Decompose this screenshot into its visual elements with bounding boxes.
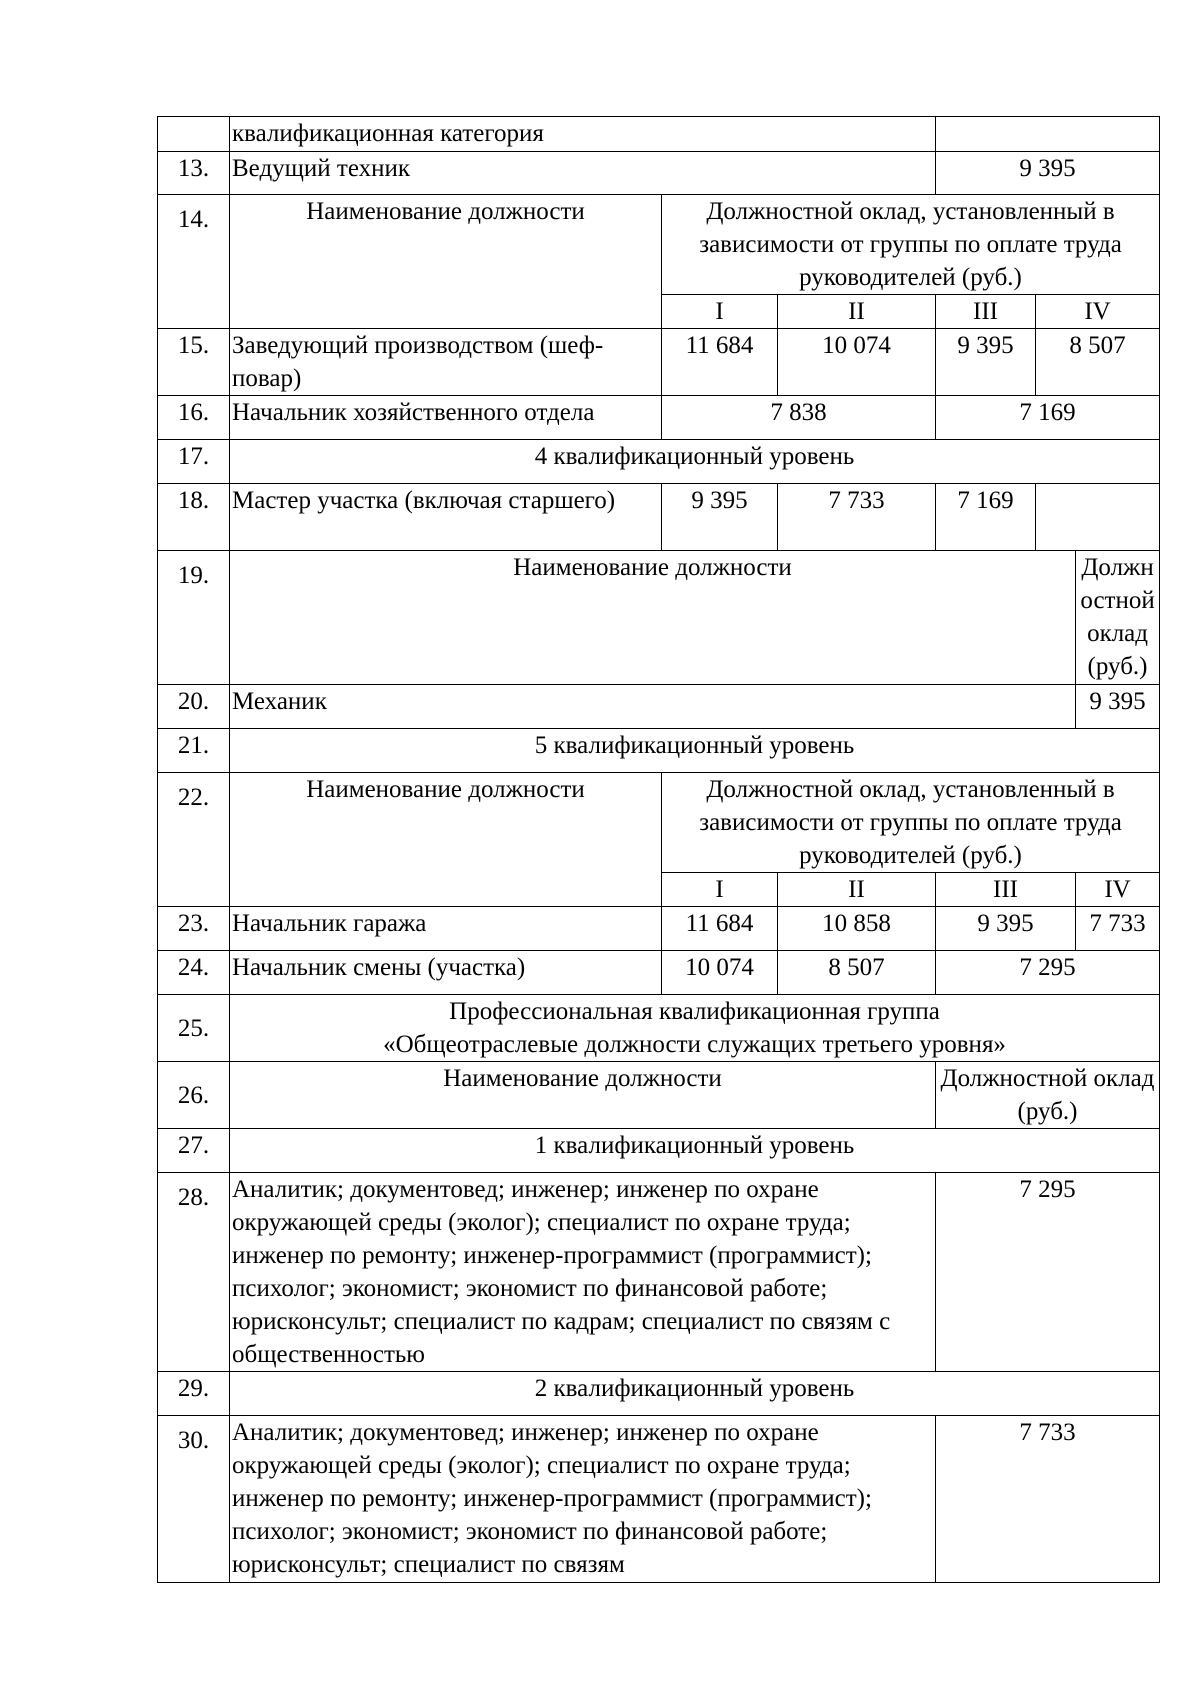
salary-value: 9 395: [936, 152, 1160, 195]
row-number: 20.: [158, 685, 230, 729]
position-name: Заведующий производством (шеф-повар): [230, 329, 662, 396]
table-row: [158, 152, 1160, 195]
salary-group-4: [1036, 484, 1160, 551]
column-header-position: Наименование должности: [230, 1062, 936, 1129]
group-header-2: II: [778, 873, 936, 907]
position-name: Мастер участка (включая старшего): [230, 484, 662, 551]
table-header-row: [158, 1062, 1160, 1129]
salary-group-4: 8 507: [1036, 329, 1160, 396]
row-number: 15.: [158, 329, 230, 396]
table-header-row: [158, 551, 1160, 685]
row-number: 27.: [158, 1129, 230, 1173]
table-header-row: [158, 773, 1160, 873]
section-title: 1 квалификационный уровень: [230, 1129, 1160, 1173]
section-title: 4 квалификационный уровень: [230, 440, 1160, 484]
row-number: 24.: [158, 951, 230, 995]
column-header-salary: Должностной оклад (руб.): [1076, 551, 1160, 685]
salary-group-1: 9 395: [662, 484, 778, 551]
table-row: [158, 1173, 1160, 1372]
row-number: 13.: [158, 152, 230, 195]
table-row: [158, 484, 1160, 551]
row-number: 28.: [158, 1173, 230, 1372]
row-number: [158, 117, 230, 152]
row-number: 30.: [158, 1416, 230, 1583]
row-number: 14.: [158, 195, 230, 329]
section-title: 5 квалификационный уровень: [230, 729, 1160, 773]
salary-value: 7 295: [936, 1173, 1160, 1372]
group-header-1: I: [662, 873, 778, 907]
column-header-position: Наименование должности: [230, 195, 662, 329]
group-header-4: IV: [1036, 295, 1160, 329]
row-number: 16.: [158, 396, 230, 440]
salary-group-2: 7 733: [778, 484, 936, 551]
position-name: Начальник смены (участка): [230, 951, 662, 995]
row-number: 21.: [158, 729, 230, 773]
column-header-salary: Должностной оклад, установленный в зависимости от группы по оплате труда руководителей (руб.): [662, 195, 1160, 295]
position-name: квалификационная категория: [230, 117, 936, 152]
row-number: 17.: [158, 440, 230, 484]
salary-group-1: 11 684: [662, 907, 778, 951]
salary-value: 9 395: [1076, 685, 1160, 729]
column-header-salary: Должностной оклад, установленный в зависимости от группы по оплате труда руководителей (руб.): [662, 773, 1160, 873]
salary-group-3: 7 169: [936, 484, 1036, 551]
column-header-salary: Должностной оклад (руб.): [936, 1062, 1160, 1129]
salary-table: [157, 116, 1160, 1583]
salary-group-3-4: 7 169: [936, 396, 1160, 440]
group-title: [230, 995, 1160, 1062]
column-header-position: Наименование должности: [230, 551, 1076, 685]
position-name: Начальник гаража: [230, 907, 662, 951]
section-row: [158, 1372, 1160, 1416]
salary-value: [936, 117, 1160, 152]
position-name: Аналитик; документовед; инженер; инженер по охране окружающей среды (эколог); специалист по охране труда; инженер по ремонту; инженер-программист (программист); психолог; экономист; экономист по финансовой работе; юрисконсульт; специалист по кадрам; специалист по связям с общественностью: [230, 1173, 936, 1372]
salary-group-2: 10 858: [778, 907, 936, 951]
salary-group-2: 10 074: [778, 329, 936, 396]
table-row: [158, 1416, 1160, 1583]
salary-group-1: 10 074: [662, 951, 778, 995]
row-number: 22.: [158, 773, 230, 907]
table-row: [158, 396, 1160, 440]
column-header-position: Наименование должности: [230, 773, 662, 907]
table-row: [158, 907, 1160, 951]
salary-group-3: 9 395: [936, 329, 1036, 396]
table-row: [158, 951, 1160, 995]
salary-value: 7 733: [936, 1416, 1160, 1583]
table-header-row: [158, 195, 1160, 295]
row-number: 25.: [158, 995, 230, 1062]
group-title-line1: Профессиональная квалификационная группа: [449, 998, 940, 1025]
table-row: [158, 117, 1160, 152]
section-row: [158, 1129, 1160, 1173]
row-number: 19.: [158, 551, 230, 685]
position-name: Механик: [230, 685, 1076, 729]
position-name: Ведущий техник: [230, 152, 936, 195]
group-header-3: III: [936, 295, 1036, 329]
salary-group-3-4: 7 295: [936, 951, 1160, 995]
salary-group-2: 8 507: [778, 951, 936, 995]
section-row: [158, 440, 1160, 484]
row-number: 26.: [158, 1062, 230, 1129]
section-title: 2 квалификационный уровень: [230, 1372, 1160, 1416]
salary-group-3: 9 395: [936, 907, 1076, 951]
salary-group-1-2: 7 838: [662, 396, 936, 440]
section-row: [158, 729, 1160, 773]
table-row: [158, 685, 1160, 729]
group-header-2: II: [778, 295, 936, 329]
salary-group-4: 7 733: [1076, 907, 1160, 951]
row-number: 18.: [158, 484, 230, 551]
position-name: Аналитик; документовед; инженер; инженер по охране окружающей среды (эколог); специалист по охране труда; инженер по ремонту; инженер-программист (программист); психолог; экономист; экономист по финансовой работе; юрисконсульт; специалист по связям: [230, 1416, 936, 1583]
group-title-line2: «Общеотраслевые должности служащих третьего уровня»: [383, 1031, 1006, 1058]
salary-group-1: 11 684: [662, 329, 778, 396]
group-header-3: III: [936, 873, 1076, 907]
group-header-1: I: [662, 295, 778, 329]
position-name: Начальник хозяйственного отдела: [230, 396, 662, 440]
section-row: [158, 995, 1160, 1062]
row-number: 29.: [158, 1372, 230, 1416]
table-row: [158, 329, 1160, 396]
row-number: 23.: [158, 907, 230, 951]
group-header-4: IV: [1076, 873, 1160, 907]
